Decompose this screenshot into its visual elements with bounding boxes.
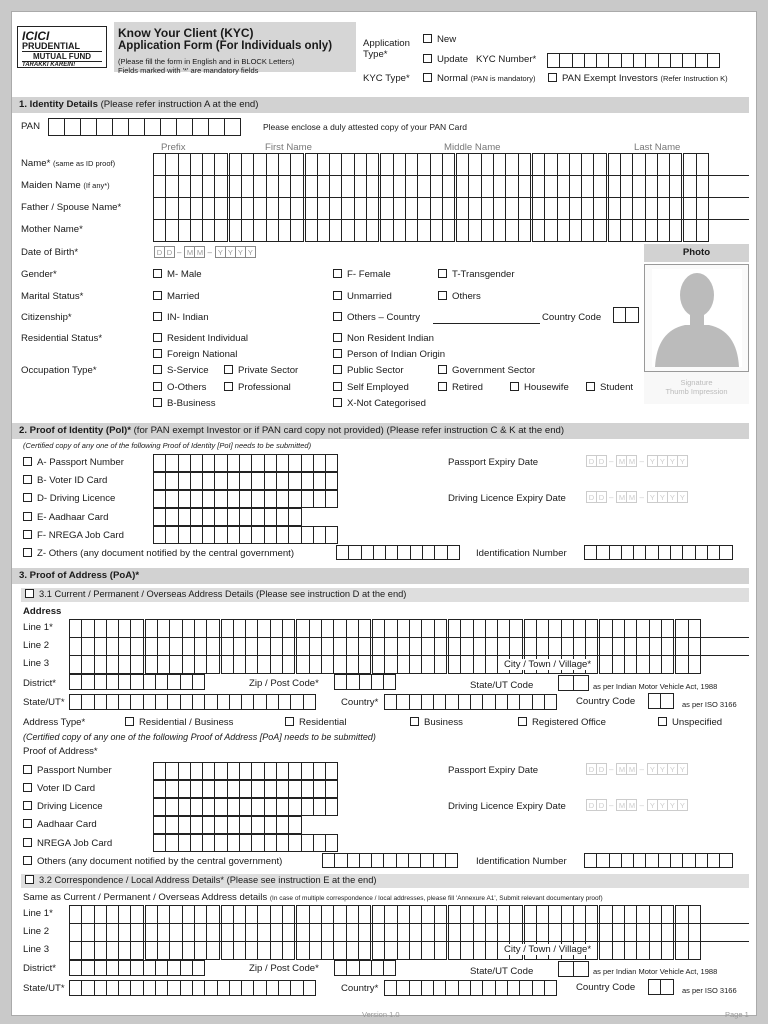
at-unspecified-checkbox[interactable]: Unspecified <box>658 717 722 728</box>
poi-identification-number-label: Identification Number <box>476 548 567 559</box>
poi-certified-note: (Certified copy of any one of the following Proof of Identity [PoI] needs to be submitted) <box>23 441 312 450</box>
update-checkbox[interactable]: Update <box>423 54 468 65</box>
married-checkbox[interactable]: Married <box>153 291 200 302</box>
address-country-code-field[interactable] <box>648 693 673 709</box>
footer-page-number: Page 1 <box>725 1010 749 1019</box>
occ-professional-checkbox[interactable]: Professional <box>224 382 291 393</box>
occ-self-employed-checkbox[interactable]: Self Employed <box>333 382 409 393</box>
name-label: Name* (same as ID proof) <box>21 158 116 169</box>
at-res-business-checkbox[interactable]: Residential / Business <box>125 717 233 728</box>
photo-label: Photo <box>644 244 749 262</box>
occ-government-checkbox[interactable]: Government Sector <box>438 365 535 376</box>
gender-label: Gender* <box>21 269 57 280</box>
poi-driving-checkbox[interactable]: D- Driving Licence <box>23 493 115 504</box>
addr-line-divider <box>69 637 749 638</box>
poi-driving-expiry-field[interactable]: D D – M M – Y Y Y Y <box>586 491 687 503</box>
corr-line-divider <box>69 923 749 924</box>
kyc-form-page <box>11 11 757 1016</box>
country-code-field[interactable] <box>613 307 638 323</box>
mother-name-label: Mother Name* <box>21 224 83 235</box>
country-code-label: Country Code <box>542 312 602 323</box>
father-row-divider <box>153 219 749 220</box>
zip-label: Zip / Post Code* <box>249 678 319 689</box>
poi-driving-expiry-label: Driving Licence Expiry Date <box>448 493 566 504</box>
district-label: District* <box>23 678 57 689</box>
dob-label: Date of Birth* <box>21 247 79 258</box>
normal-checkbox[interactable]: Normal (PAN is mandatory) <box>423 73 535 84</box>
corr-district-field[interactable] <box>69 960 204 976</box>
residential-status-label: Residential Status* <box>21 333 103 344</box>
kyc-number-field[interactable] <box>547 53 719 68</box>
corr-country-label: Country* <box>341 983 379 994</box>
occ-service-checkbox[interactable]: S-Service <box>153 365 209 376</box>
poa-nrega-field[interactable] <box>153 834 337 852</box>
person-silhouette-icon <box>645 265 749 372</box>
form-title-line2: Application Form (For Individuals only) <box>118 40 333 52</box>
foreign-national-checkbox[interactable]: Foreign National <box>153 349 237 360</box>
corr-lines-grid[interactable] <box>69 905 700 960</box>
poi-others-checkbox[interactable]: Z- Others (any document notified by the central government) <box>23 548 294 559</box>
addr-line1-label: Line 1* <box>23 622 53 633</box>
gender-female-checkbox[interactable]: F- Female <box>333 269 391 280</box>
country-label: Country* <box>341 697 379 708</box>
pan-label: PAN <box>21 121 41 132</box>
poa-certified-note: (Certified copy of any one of the following Proof of Address [PoA] needs to be submitted) <box>23 732 376 742</box>
poi-voter-field[interactable] <box>153 472 337 490</box>
poa-nrega-checkbox[interactable]: NREGA Job Card <box>23 838 112 849</box>
poi-others-field[interactable] <box>336 545 459 560</box>
poi-nrega-field[interactable] <box>153 526 337 544</box>
dob-field[interactable]: D D – M M – Y Y Y Y <box>154 246 255 258</box>
pan-note: Please enclose a duly attested copy of your PAN Card <box>263 122 467 132</box>
corr-district-label: District* <box>23 963 57 974</box>
poa-passport-expiry-label: Passport Expiry Date <box>448 765 539 776</box>
address-heading: Address <box>23 606 62 617</box>
occupation-type-label: Occupation Type* <box>21 365 97 376</box>
corr-country-code-field[interactable] <box>648 979 673 995</box>
prefix-header: Prefix <box>161 142 186 153</box>
iso-note: as per ISO 3166 <box>682 700 737 709</box>
poa-driving-expiry-field[interactable]: D D – M M – Y Y Y Y <box>586 799 687 811</box>
state-code-field[interactable] <box>558 675 588 691</box>
city-label: City / Town / Village* <box>504 659 592 670</box>
poa-aadhaar-field[interactable] <box>153 816 301 834</box>
last-name-header: Last Name <box>634 142 681 153</box>
nri-checkbox[interactable]: Non Resident Indian <box>333 333 434 344</box>
poi-identification-number-field[interactable] <box>584 545 732 560</box>
occ-public-checkbox[interactable]: Public Sector <box>333 365 404 376</box>
proof-of-address-label: Proof of Address* <box>23 746 98 757</box>
photo-box[interactable] <box>644 264 749 372</box>
corr-state-code-field[interactable] <box>558 961 588 977</box>
marital-status-label: Marital Status* <box>21 291 84 302</box>
at-registered-office-checkbox[interactable]: Registered Office <box>518 717 606 728</box>
poa-voter-checkbox[interactable]: Voter ID Card <box>23 783 95 794</box>
poa-aadhaar-checkbox[interactable]: Aadhaar Card <box>23 819 97 830</box>
first-name-header: First Name <box>265 142 312 153</box>
corr-state-field[interactable] <box>69 980 315 996</box>
state-field[interactable] <box>69 694 315 710</box>
poi-passport-expiry-field[interactable]: D D – M M – Y Y Y Y <box>586 455 687 467</box>
citizenship-others-checkbox[interactable]: Others – Country <box>333 312 420 323</box>
name-row-divider <box>153 175 749 176</box>
citizenship-indian-checkbox[interactable]: IN- Indian <box>153 312 209 323</box>
section-proof-of-identity: 2. Proof of Identity (PoI)* (for PAN exempt Investor or if PAN card copy not provided) (Please refer instruction C & K at the end) <box>12 423 749 439</box>
same-as-current-label: Same as Current / Permanent / Overseas Address details (In case of multiple correspondence / local addresses, please fill 'Annexure A1', Submit relevant documentary proof) <box>23 892 603 903</box>
poi-nrega-checkbox[interactable]: F- NREGA Job Card <box>23 530 124 541</box>
pio-checkbox[interactable]: Person of Indian Origin <box>333 349 445 360</box>
poi-passport-checkbox[interactable]: A- Passport Number <box>23 457 124 468</box>
application-type-label: Application Type* <box>363 38 410 60</box>
country-field[interactable] <box>384 694 556 710</box>
poi-aadhaar-checkbox[interactable]: E- Aadhaar Card <box>23 512 108 523</box>
maiden-row-divider <box>153 197 749 198</box>
gender-male-checkbox[interactable]: M- Male <box>153 269 202 280</box>
occ-business-checkbox[interactable]: B-Business <box>153 398 216 409</box>
poa-driving-expiry-label: Driving Licence Expiry Date <box>448 801 566 812</box>
corr-country-code-label: Country Code <box>576 982 636 993</box>
section-identity-details: 1. Identity Details (Please refer instruction A at the end) <box>12 97 749 113</box>
resident-individual-checkbox[interactable]: Resident Individual <box>153 333 248 344</box>
poi-voter-checkbox[interactable]: B- Voter ID Card <box>23 475 107 486</box>
corr-line-divider <box>69 941 749 942</box>
maiden-name-label: Maiden Name (If any*) <box>21 180 110 191</box>
signature-thumb-area[interactable]: Signature Thumb Impression <box>644 372 749 404</box>
sub-correspondence-address: 3.2 Correspondence / Local Address Details* (Please see instruction E at the end) <box>21 874 749 888</box>
poa-voter-field[interactable] <box>153 780 337 798</box>
poa-identification-number-field[interactable] <box>584 853 732 868</box>
addr-line2-label: Line 2 <box>23 640 50 651</box>
kyc-type-label: KYC Type* <box>363 73 410 84</box>
occ-not-categorised-checkbox[interactable]: X-Not Categorised <box>333 398 426 409</box>
district-field[interactable] <box>69 674 204 690</box>
poa-identification-number-label: Identification Number <box>476 856 567 867</box>
middle-name-header: Middle Name <box>444 142 501 153</box>
unmarried-checkbox[interactable]: Unmarried <box>333 291 392 302</box>
icici-prudential-logo: ICICI PRUDENTIAL MUTUAL FUND TARAKKI KAREIN! <box>17 26 107 68</box>
corr-city-label: City / Town / Village* <box>504 944 592 955</box>
address-type-label: Address Type* <box>23 717 86 728</box>
corr-zip-label: Zip / Post Code* <box>249 963 319 974</box>
poa-others-field[interactable] <box>322 853 457 868</box>
pan-exempt-checkbox[interactable]: PAN Exempt Investors (Refer Instruction K) <box>548 73 728 84</box>
sub-current-address: 3.1 Current / Permanent / Overseas Address Details (Please see instruction D at the end) <box>21 588 749 602</box>
country-name-line[interactable] <box>433 323 540 324</box>
state-code-note: as per Indian Motor Vehicle Act, 1988 <box>593 682 718 691</box>
form-title-line1: Know Your Client (KYC) <box>118 26 254 40</box>
poa-driving-checkbox[interactable]: Driving Licence <box>23 801 103 812</box>
at-residential-checkbox[interactable]: Residential <box>285 717 346 728</box>
new-checkbox[interactable]: New <box>423 34 456 45</box>
corr-line3-label: Line 3 <box>23 944 50 955</box>
addr-lines-grid[interactable] <box>69 619 700 674</box>
occ-student-checkbox[interactable]: Student <box>586 382 633 393</box>
corr-line2-label: Line 2 <box>23 926 50 937</box>
poi-driving-field[interactable] <box>153 490 337 508</box>
poi-passport-field[interactable] <box>153 454 337 472</box>
state-label: State/UT* <box>23 697 65 708</box>
at-business-checkbox[interactable]: Business <box>410 717 463 728</box>
footer-version: Version 1.0 <box>362 1010 400 1019</box>
state-code-label: State/UT Code <box>470 680 534 691</box>
corr-zip-field[interactable] <box>334 960 395 976</box>
corr-iso-note: as per ISO 3166 <box>682 986 737 995</box>
occ-retired-checkbox[interactable]: Retired <box>438 382 483 393</box>
poa-passport-expiry-field[interactable]: D D – M M – Y Y Y Y <box>586 763 687 775</box>
address-country-code-label: Country Code <box>576 696 636 707</box>
occ-private-checkbox[interactable]: Private Sector <box>224 365 298 376</box>
corr-line1-label: Line 1* <box>23 908 53 919</box>
addr-line-divider <box>69 655 749 656</box>
corr-state-code-note: as per Indian Motor Vehicle Act, 1988 <box>593 967 718 976</box>
poa-driving-field[interactable] <box>153 798 337 816</box>
gender-transgender-checkbox[interactable]: T-Transgender <box>438 269 515 280</box>
form-note-mandatory: Fields marked with '*' are mandatory fields <box>118 66 259 75</box>
form-note-block-letters: (Please fill the form in English and in BLOCK Letters) <box>118 57 295 66</box>
kyc-number-label: KYC Number* <box>476 54 537 65</box>
poa-passport-field[interactable] <box>153 762 337 780</box>
occ-housewife-checkbox[interactable]: Housewife <box>510 382 569 393</box>
zip-field[interactable] <box>334 674 395 690</box>
corr-country-field[interactable] <box>384 980 556 996</box>
corr-state-code-label: State/UT Code <box>470 966 534 977</box>
citizenship-label: Citizenship* <box>21 312 72 323</box>
section-proof-of-address: 3. Proof of Address (PoA)* <box>12 568 749 584</box>
father-spouse-label: Father / Spouse Name* <box>21 202 122 213</box>
marital-others-checkbox[interactable]: Others <box>438 291 481 302</box>
pan-field[interactable] <box>48 118 240 136</box>
occ-others-checkbox[interactable]: O-Others <box>153 382 206 393</box>
poa-passport-checkbox[interactable]: Passport Number <box>23 765 112 776</box>
addr-line3-label: Line 3 <box>23 658 50 669</box>
poi-aadhaar-field[interactable] <box>153 508 301 526</box>
corr-state-label: State/UT* <box>23 983 65 994</box>
poi-passport-expiry-label: Passport Expiry Date <box>448 457 539 468</box>
poa-others-checkbox[interactable]: Others (any document notified by the central government) <box>23 856 282 867</box>
